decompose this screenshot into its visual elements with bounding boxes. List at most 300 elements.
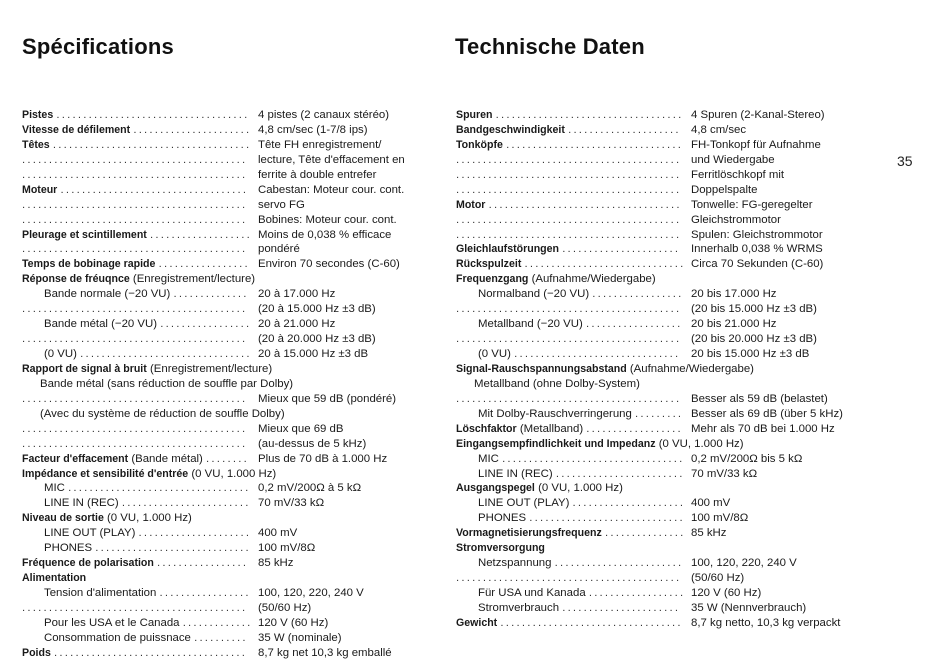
spec-label bbox=[456, 138, 683, 153]
leader-dots: .......................................... bbox=[22, 303, 248, 316]
spec-row bbox=[22, 541, 442, 556]
spec-row bbox=[456, 437, 886, 452]
spec-value: 70 mV/33 kΩ bbox=[258, 497, 325, 510]
spec-label-text: Tonköpfe bbox=[456, 138, 503, 151]
spec-sublabel bbox=[478, 586, 685, 601]
leader-dots: ........................ bbox=[554, 557, 684, 570]
leader-line bbox=[456, 168, 681, 183]
spec-row bbox=[456, 242, 886, 257]
spec-row bbox=[22, 123, 442, 138]
spec-value: 400 mV bbox=[691, 497, 731, 510]
leader-dots: ............. bbox=[182, 616, 253, 629]
leader-dots: ............................... bbox=[514, 348, 681, 360]
spec-label bbox=[22, 108, 250, 123]
spec-label-suffix: (0 VU, 1.000 Hz) bbox=[107, 512, 192, 525]
spec-sublabel-text: PHONES bbox=[478, 512, 527, 525]
spec-row bbox=[456, 586, 886, 601]
spec-sublabel bbox=[478, 452, 684, 467]
spec-row bbox=[22, 228, 442, 243]
leader-dots: ...................... bbox=[562, 243, 681, 256]
leader-dots: .......................................... bbox=[456, 303, 682, 316]
leader-dots: ........ bbox=[206, 452, 249, 465]
spec-label bbox=[456, 481, 623, 496]
page-title-german: Technische Daten bbox=[455, 34, 645, 59]
spec-label-text: Löschfaktor bbox=[456, 422, 517, 435]
spec-value: Plus de 70 dB à 1.000 Hz bbox=[258, 452, 388, 465]
spec-value: (50/60 Hz) bbox=[258, 601, 312, 614]
leader-dots: .......................................... bbox=[456, 228, 682, 241]
spec-label bbox=[456, 362, 754, 377]
spec-label bbox=[456, 123, 681, 138]
spec-value: 20 bis 17.000 Hz bbox=[691, 288, 777, 301]
spec-label-text: Gleichlaufstörungen bbox=[456, 243, 560, 256]
leader-dots: ......... bbox=[635, 407, 684, 420]
spec-sublabel-text: (0 VU) bbox=[44, 348, 77, 360]
leader-dots: .......................................... bbox=[456, 168, 682, 181]
leader-line bbox=[22, 437, 247, 452]
spec-label bbox=[22, 362, 272, 377]
spec-value: 100, 120, 220, 240 V bbox=[691, 557, 797, 570]
spec-row bbox=[456, 332, 886, 347]
spec-row bbox=[22, 198, 442, 213]
spec-sublabel bbox=[478, 467, 685, 482]
leader-dots: ..................................... bbox=[52, 138, 252, 151]
leader-dots: ............................. bbox=[529, 512, 685, 525]
spec-row bbox=[456, 257, 886, 272]
spec-label bbox=[456, 242, 680, 257]
spec-value: 0,2 mV/200Ω à 5 kΩ bbox=[258, 482, 362, 495]
spec-sublabel-text: Netzspannung bbox=[478, 557, 552, 570]
spec-label bbox=[456, 272, 656, 287]
spec-value: FH-Tonkopf für Aufnahme bbox=[691, 138, 821, 151]
leader-dots: .................................. bbox=[68, 482, 251, 495]
leader-dots: .................. bbox=[586, 422, 683, 435]
spec-label-suffix: (Enregistrement/lecture) bbox=[132, 273, 256, 286]
spec-row bbox=[456, 228, 886, 243]
spec-label bbox=[456, 541, 545, 556]
spec-sublabel-text: Consommation de puissnace bbox=[44, 631, 191, 644]
spec-row bbox=[22, 422, 442, 437]
spec-label-text: Pistes bbox=[22, 109, 54, 121]
spec-value: 20 à 21.000 Hz bbox=[258, 318, 336, 331]
spec-row bbox=[22, 467, 442, 482]
spec-sublabel-text: LINE OUT (PLAY) bbox=[44, 527, 136, 540]
spec-row bbox=[22, 287, 442, 302]
spec-note: (Avec du système de réduction de souffle Dolby) bbox=[40, 407, 285, 420]
spec-value: 8,7 kg net 10,3 kg emballé bbox=[258, 646, 392, 659]
spec-row bbox=[22, 646, 442, 661]
leader-dots: ................................... bbox=[495, 109, 684, 121]
leader-line bbox=[456, 153, 681, 168]
leader-dots: ................................ bbox=[80, 348, 252, 360]
spec-value: (20 bis 20.000 Hz ±3 dB) bbox=[691, 333, 817, 346]
spec-label-suffix: (0 VU, 1.000 Hz) bbox=[191, 467, 277, 480]
leader-dots: ................................... bbox=[60, 183, 249, 196]
spec-row bbox=[22, 481, 442, 496]
leader-dots: ................. bbox=[159, 587, 251, 599]
spec-label-suffix: (0 VU, 1.000 Hz) bbox=[538, 482, 623, 495]
spec-sublabel bbox=[44, 287, 249, 302]
spec-sublabel-text: Mit Dolby-Rauschverringerung bbox=[478, 407, 632, 420]
spec-value: (au-dessus de 5 kHz) bbox=[258, 437, 367, 450]
spec-sublabel-text: LINE IN (REC) bbox=[44, 497, 119, 510]
spec-row bbox=[456, 616, 886, 631]
spec-row bbox=[22, 108, 442, 123]
spec-list-german bbox=[456, 108, 886, 631]
spec-label bbox=[22, 228, 252, 243]
spec-label-text: Frequenzgang bbox=[456, 273, 529, 286]
spec-row bbox=[22, 347, 442, 362]
spec-sublabel bbox=[478, 317, 683, 332]
leader-dots: .............................. bbox=[524, 258, 686, 271]
spec-value: 4 pistes (2 canaux stéréo) bbox=[258, 109, 390, 121]
leader-dots: ...................... bbox=[133, 123, 252, 136]
spec-row bbox=[456, 347, 886, 362]
spec-row bbox=[456, 571, 886, 586]
spec-label bbox=[22, 257, 250, 272]
spec-label-text: Motor bbox=[456, 198, 486, 211]
spec-value: pondéré bbox=[258, 243, 300, 256]
spec-value: 4 Spuren (2-Kanal-Stereo) bbox=[691, 109, 825, 121]
spec-value: Tête FH enregistrement/ bbox=[258, 138, 382, 151]
spec-row bbox=[22, 526, 442, 541]
leader-dots: ............................. bbox=[95, 542, 251, 555]
spec-value: 120 V (60 Hz) bbox=[258, 616, 329, 629]
spec-value: 100, 120, 220, 240 V bbox=[258, 587, 364, 599]
leader-dots: .......................................... bbox=[22, 333, 248, 346]
leader-dots: .......................................... bbox=[456, 392, 682, 405]
spec-row bbox=[22, 272, 442, 287]
spec-sublabel bbox=[44, 631, 248, 646]
spec-label-text: Vitesse de défilement bbox=[22, 123, 131, 136]
spec-row bbox=[22, 631, 442, 646]
spec-sublabel bbox=[44, 586, 251, 601]
leader-dots: .................................. bbox=[502, 452, 685, 465]
spec-row bbox=[456, 601, 886, 616]
leader-line bbox=[22, 302, 247, 317]
leader-line bbox=[22, 153, 247, 168]
leader-dots: .......................................... bbox=[22, 198, 248, 211]
spec-label-text: Stromversorgung bbox=[456, 542, 545, 555]
spec-value: Environ 70 secondes (C-60) bbox=[258, 258, 400, 271]
spec-label-text: Pleurage et scintillement bbox=[22, 228, 147, 241]
spec-row bbox=[22, 362, 442, 377]
leader-dots: ................... bbox=[150, 228, 252, 241]
spec-label-text: Niveau de sortie bbox=[22, 512, 104, 525]
spec-row bbox=[22, 153, 442, 168]
spec-label-suffix: (Aufnahme/Wiedergabe) bbox=[531, 273, 656, 286]
leader-dots: ..................... bbox=[572, 497, 686, 510]
leader-line bbox=[22, 601, 247, 616]
spec-label-suffix: (Aufnahme/Wiedergabe) bbox=[629, 362, 754, 375]
spec-value: Circa 70 Sekunden (C-60) bbox=[691, 258, 824, 271]
spec-sublabel bbox=[478, 407, 683, 422]
spec-label-text: Gewicht bbox=[456, 616, 498, 629]
leader-dots: .......................................... bbox=[22, 601, 248, 614]
leader-line bbox=[22, 332, 247, 347]
spec-sublabel bbox=[478, 511, 685, 526]
spec-label bbox=[22, 571, 86, 586]
spec-label-text: Impédance et sensibilité d'entrée bbox=[22, 467, 189, 480]
spec-row bbox=[456, 302, 886, 317]
spec-label bbox=[456, 198, 682, 213]
spec-row bbox=[456, 138, 886, 153]
spec-sublabel bbox=[478, 496, 685, 511]
page-number: 35 bbox=[897, 153, 913, 169]
page-title-french: Spécifications bbox=[22, 34, 174, 59]
leader-line bbox=[456, 392, 681, 407]
spec-label bbox=[22, 272, 255, 287]
spec-value: 70 mV/33 kΩ bbox=[691, 467, 758, 480]
spec-sublabel bbox=[478, 287, 683, 302]
spec-sublabel-text: (0 VU) bbox=[478, 348, 511, 360]
spec-label-text: Réponse de fréuqnce bbox=[22, 273, 130, 286]
leader-line bbox=[22, 392, 247, 407]
spec-label bbox=[22, 123, 251, 138]
spec-sublabel-text: Bande métal (−20 VU) bbox=[44, 318, 158, 331]
spec-label-text: Fréquence de polarisation bbox=[22, 557, 154, 570]
spec-row bbox=[456, 287, 886, 302]
spec-sublabel-text: Metallband (−20 VU) bbox=[478, 318, 583, 331]
leader-dots: .......................................... bbox=[22, 213, 248, 226]
leader-line bbox=[22, 198, 247, 213]
leader-dots: .......................................... bbox=[456, 213, 682, 226]
spec-sublabel-text: Normalband (−20 VU) bbox=[478, 288, 590, 301]
spec-row bbox=[22, 452, 442, 467]
spec-value: 4,8 cm/sec (1-7/8 ips) bbox=[258, 123, 368, 136]
spec-list-french bbox=[22, 108, 442, 661]
spec-row bbox=[22, 377, 442, 392]
spec-row bbox=[456, 452, 886, 467]
spec-sublabel-text: Für USA und Kanada bbox=[478, 587, 586, 599]
spec-value: Bobines: Moteur cour. cont. bbox=[258, 213, 397, 226]
spec-sublabel bbox=[44, 496, 251, 511]
spec-sublabel bbox=[44, 481, 250, 496]
spec-value: Gleichstrommotor bbox=[691, 213, 781, 226]
spec-value: Mieux que 59 dB (pondéré) bbox=[258, 392, 397, 405]
spec-value: 20 bis 15.000 Hz ±3 dB bbox=[691, 348, 810, 360]
spec-value: Innerhalb 0,038 % WRMS bbox=[691, 243, 823, 256]
spec-row bbox=[22, 556, 442, 571]
spec-row bbox=[22, 407, 442, 422]
spec-row bbox=[22, 302, 442, 317]
leader-dots: .......................................... bbox=[22, 392, 248, 405]
spec-value: Tonwelle: FG-geregelter bbox=[691, 198, 813, 211]
leader-dots: .......................................... bbox=[456, 153, 682, 166]
leader-line bbox=[456, 571, 681, 586]
spec-sublabel-text: LINE IN (REC) bbox=[478, 467, 553, 480]
leader-dots: .......................................... bbox=[22, 153, 248, 166]
spec-value: 8,7 kg netto, 10,3 kg verpackt bbox=[691, 616, 841, 629]
spec-label-text: Ausgangspegel bbox=[456, 482, 535, 495]
spec-label-text: Moteur bbox=[22, 183, 58, 196]
leader-dots: .................................. bbox=[500, 616, 683, 629]
spec-note: Metallband (ohne Dolby-System) bbox=[474, 377, 640, 390]
spec-value: servo FG bbox=[258, 198, 305, 211]
spec-row bbox=[456, 272, 886, 287]
spec-row bbox=[456, 108, 886, 123]
spec-row bbox=[456, 467, 886, 482]
spec-value: 120 V (60 Hz) bbox=[691, 587, 762, 599]
spec-row bbox=[22, 168, 442, 183]
spec-label bbox=[22, 467, 276, 482]
spec-label-text: Têtes bbox=[22, 138, 50, 151]
spec-row bbox=[456, 198, 886, 213]
spec-label-text: Alimentation bbox=[22, 572, 87, 585]
spec-row bbox=[22, 496, 442, 511]
spec-label bbox=[22, 511, 192, 526]
leader-dots: .......................................... bbox=[456, 572, 682, 585]
spec-row bbox=[456, 392, 886, 407]
spec-sublabel bbox=[478, 556, 683, 571]
spec-label-text: Facteur d'effacement bbox=[22, 452, 129, 465]
leader-dots: ..................... bbox=[568, 123, 681, 136]
spec-value: (20 à 20.000 Hz ±3 dB) bbox=[258, 333, 376, 346]
spec-sublabel-text: PHONES bbox=[44, 542, 93, 555]
spec-row bbox=[456, 541, 886, 556]
spec-row bbox=[456, 496, 886, 511]
spec-row bbox=[22, 586, 442, 601]
spec-row bbox=[456, 407, 886, 422]
leader-dots: ................. bbox=[158, 258, 250, 271]
spec-sublabel-text: MIC bbox=[44, 482, 65, 495]
spec-label-text: Vormagnetisierungsfrequenz bbox=[456, 527, 602, 540]
spec-row bbox=[456, 481, 886, 496]
spec-row bbox=[22, 437, 442, 452]
spec-row bbox=[456, 556, 886, 571]
spec-value: 20 à 15.000 Hz ±3 dB bbox=[258, 348, 369, 360]
spec-row bbox=[22, 213, 442, 228]
leader-dots: .................. bbox=[588, 587, 686, 599]
spec-value: 100 mV/8Ω bbox=[691, 512, 749, 525]
leader-line bbox=[456, 183, 681, 198]
spec-row bbox=[456, 511, 886, 526]
spec-label bbox=[22, 646, 247, 661]
spec-label bbox=[456, 108, 683, 123]
spec-value: 20 à 17.000 Hz bbox=[258, 288, 336, 301]
spec-sublabel bbox=[44, 616, 252, 631]
spec-row bbox=[456, 183, 886, 198]
spec-sublabel-text: MIC bbox=[478, 452, 499, 465]
spec-label-suffix: (Metallband) bbox=[519, 422, 584, 435]
spec-value: 400 mV bbox=[258, 527, 298, 540]
spec-label-text: Rapport de signal à bruit bbox=[22, 362, 147, 375]
spec-value: 0,2 mV/200Ω bis 5 kΩ bbox=[691, 452, 803, 465]
spec-value: Besser als 59 dB (belastet) bbox=[691, 392, 828, 405]
spec-row bbox=[456, 526, 886, 541]
spec-value: Spulen: Gleichstrommotor bbox=[691, 228, 823, 241]
spec-row bbox=[22, 571, 442, 586]
leader-dots: .......... bbox=[194, 631, 248, 644]
spec-value: Mehr als 70 dB bei 1.000 Hz bbox=[691, 422, 835, 435]
leader-dots: .................................... bbox=[54, 646, 248, 659]
spec-label-text: Spuren bbox=[456, 109, 493, 121]
spec-row bbox=[22, 392, 442, 407]
leader-dots: ............... bbox=[604, 527, 686, 540]
spec-label-text: Rückspulzeit bbox=[456, 258, 522, 271]
spec-row bbox=[456, 213, 886, 228]
spec-value: 85 kHz bbox=[691, 527, 727, 540]
spec-value: lecture, Tête d'effacement en bbox=[258, 153, 405, 166]
spec-label bbox=[456, 437, 744, 452]
spec-row bbox=[22, 242, 442, 257]
spec-label bbox=[456, 257, 685, 272]
leader-dots: ................. bbox=[157, 557, 249, 570]
spec-label-suffix: (Bande métal) bbox=[131, 452, 203, 465]
leader-dots: .......................................... bbox=[456, 333, 682, 346]
spec-row bbox=[22, 332, 442, 347]
leader-dots: .............. bbox=[173, 288, 249, 301]
leader-dots: .................................... bbox=[56, 109, 250, 121]
spec-value: 20 bis 21.000 Hz bbox=[691, 318, 777, 331]
spec-label bbox=[22, 183, 248, 198]
spec-value: Doppelspalte bbox=[691, 183, 758, 196]
spec-row bbox=[456, 317, 886, 332]
leader-line bbox=[456, 332, 681, 347]
spec-value: (20 bis 15.000 Hz ±3 dB) bbox=[691, 303, 817, 316]
leader-line bbox=[22, 213, 247, 228]
spec-label-text: Bandgeschwindigkeit bbox=[456, 123, 565, 136]
spec-value: Ferritlöschkopf mit bbox=[691, 168, 785, 181]
spec-value: ferrite à double entrefer bbox=[258, 168, 377, 181]
spec-sublabel-text: Bande normale (−20 VU) bbox=[44, 288, 171, 301]
leader-dots: .......................................... bbox=[22, 243, 248, 256]
spec-label-text: Eingangsempfindlichkeit und Impedanz bbox=[456, 437, 656, 450]
spec-row bbox=[456, 168, 886, 183]
spec-label bbox=[456, 422, 683, 437]
leader-line bbox=[22, 168, 247, 183]
spec-sublabel bbox=[44, 541, 251, 556]
spec-value: Moins de 0,038 % efficace bbox=[258, 228, 392, 241]
spec-row bbox=[456, 123, 886, 138]
leader-dots: .................. bbox=[585, 318, 683, 331]
leader-dots: ........................ bbox=[121, 497, 251, 510]
leader-line bbox=[456, 213, 681, 228]
spec-row bbox=[22, 138, 442, 153]
spec-row bbox=[22, 183, 442, 198]
spec-note: Bande métal (sans réduction de souffle par Dolby) bbox=[40, 377, 294, 390]
spec-value: und Wiedergabe bbox=[691, 153, 775, 166]
spec-row bbox=[22, 511, 442, 526]
leader-dots: .......................................... bbox=[456, 183, 682, 196]
spec-value: 85 kHz bbox=[258, 557, 294, 570]
leader-dots: ...................... bbox=[562, 601, 681, 614]
leader-dots: ................................. bbox=[506, 138, 684, 151]
spec-value: 35 W (nominale) bbox=[258, 631, 342, 644]
spec-value: 100 mV/8Ω bbox=[258, 542, 316, 555]
leader-line bbox=[456, 228, 681, 243]
spec-sublabel bbox=[478, 347, 680, 362]
spec-label-text: Temps de bobinage rapide bbox=[22, 258, 156, 271]
spec-label bbox=[22, 138, 251, 153]
spec-row bbox=[456, 377, 886, 392]
spec-value: (20 à 15.000 Hz ±3 dB) bbox=[258, 303, 376, 316]
spec-value: Besser als 69 dB (über 5 kHz) bbox=[691, 407, 843, 420]
spec-value: 4,8 cm/sec bbox=[691, 123, 747, 136]
spec-sublabel bbox=[44, 317, 251, 332]
spec-label-suffix: (0 VU, 1.000 Hz) bbox=[658, 437, 744, 450]
leader-dots: .......................................... bbox=[22, 422, 248, 435]
leader-line bbox=[456, 302, 681, 317]
spec-value: (50/60 Hz) bbox=[691, 572, 745, 585]
spec-label bbox=[22, 556, 248, 571]
leader-line bbox=[22, 242, 247, 257]
leader-dots: .................................... bbox=[488, 198, 682, 211]
spec-label bbox=[456, 526, 685, 541]
spec-sublabel-text: Stromverbrauch bbox=[478, 601, 560, 614]
spec-value: Mieux que 69 dB bbox=[258, 422, 344, 435]
spec-value: Cabestan: Moteur cour. cont. bbox=[258, 183, 405, 196]
